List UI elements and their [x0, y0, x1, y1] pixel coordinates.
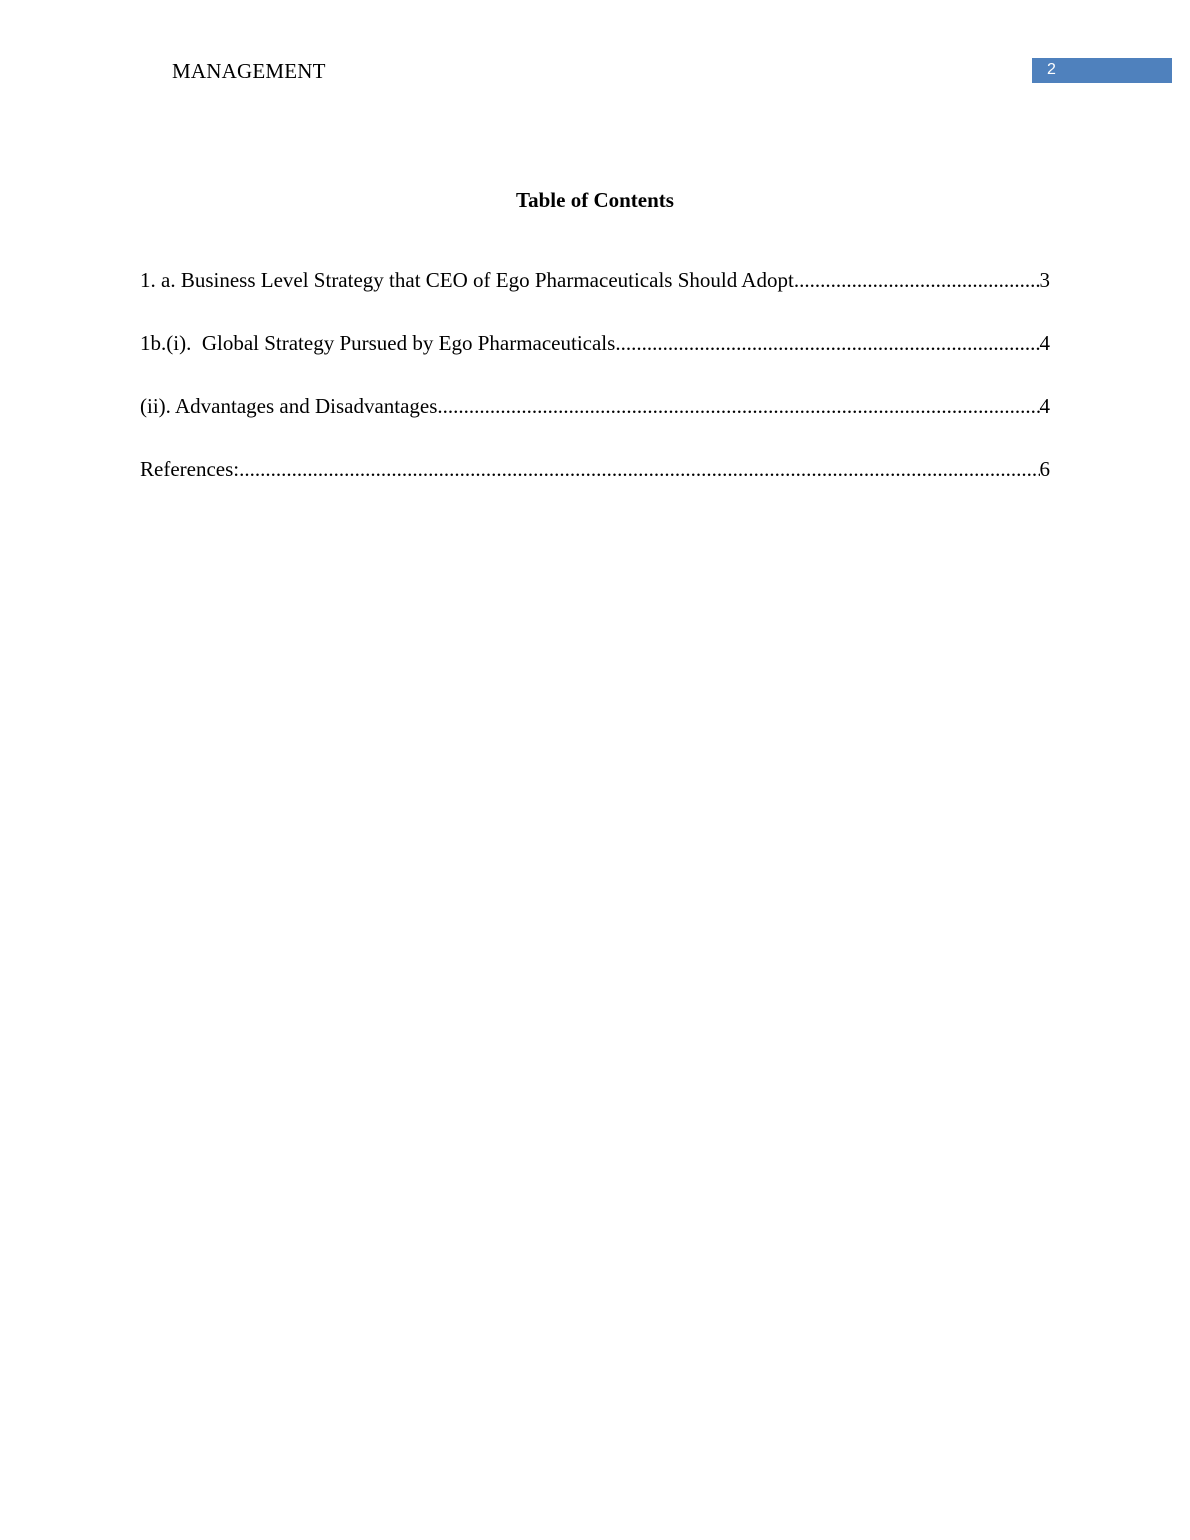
running-head: MANAGEMENT — [172, 59, 326, 83]
toc-entry-business-level-strategy[interactable] — [140, 266, 1050, 329]
toc-entry-global-strategy[interactable] — [140, 329, 1050, 392]
toc-entry-page: 3 — [1039, 268, 1050, 292]
toc-entry-text: (ii). Advantages and Disadvantages — [140, 394, 438, 418]
toc-dot-leader — [239, 455, 1039, 483]
toc-list — [140, 266, 1050, 518]
toc-entry-text: References: — [140, 457, 240, 481]
toc-entry-page: 4 — [1039, 394, 1050, 418]
toc-dot-leader — [615, 329, 1039, 357]
toc-entry-page: 6 — [1039, 457, 1050, 481]
toc-entry-text: 1. a. Business Level Strategy that CEO of Ego Pharmaceuticals Should Adopt — [140, 268, 794, 292]
toc-entry-text: 1b.(i). Global Strategy Pursued by Ego Pharmaceuticals — [140, 331, 616, 355]
toc-entry-advantages-disadvantages[interactable] — [140, 392, 1050, 455]
page-number: 2 — [1047, 61, 1056, 78]
toc-entry-references[interactable] — [140, 455, 1050, 518]
toc-dot-leader — [437, 392, 1039, 420]
toc-entry-page: 4 — [1039, 331, 1050, 355]
toc-dot-leader — [794, 266, 1040, 294]
toc-title: Table of Contents — [516, 188, 674, 212]
page-number-box — [1032, 58, 1172, 83]
